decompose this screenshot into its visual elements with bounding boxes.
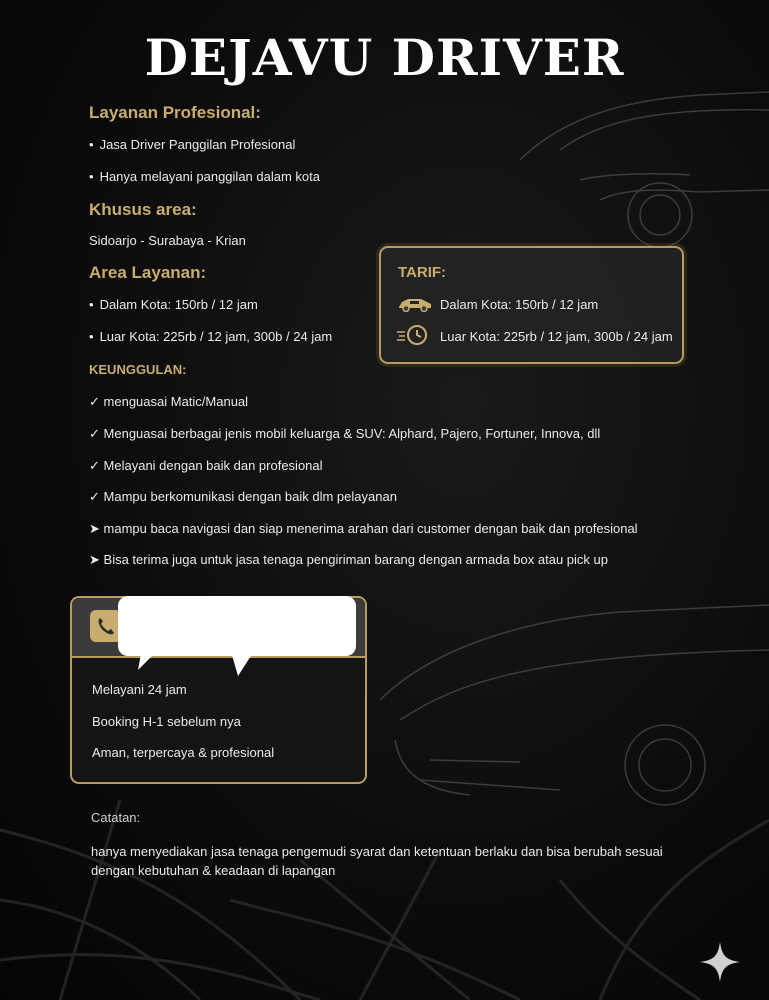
check-icon: ✓ xyxy=(89,426,100,441)
khusus-text: Sidoarjo - Surabaya - Krian xyxy=(89,233,246,248)
keunggulan-item: ✓ Mampu berkomunikasi dengan baik dlm pelayanan xyxy=(89,489,397,504)
keunggulan-item: ✓ Menguasai berbagai jenis mobil keluarga & SUV: Alphard, Pajero, Fortuner, Innova, dll xyxy=(89,426,601,441)
arrow-icon: ➤ xyxy=(89,521,100,536)
keunggulan-heading: KEUNGGULAN: xyxy=(89,362,187,377)
layanan-item: • Hanya melayani panggilan dalam kota xyxy=(89,169,320,184)
khusus-heading: Khusus area: xyxy=(89,200,197,219)
keunggulan-item: ➤ Bisa terima juga untuk jasa tenaga pengiriman barang dengan armada box atau pick up xyxy=(89,552,608,567)
redaction-overlay xyxy=(118,596,356,656)
catatan-label: Catatan: xyxy=(91,810,141,825)
tarif-row-dalam: Dalam Kota: 150rb / 12 jam xyxy=(440,297,599,312)
layanan-heading: Layanan Profesional: xyxy=(89,103,261,122)
tarif-heading: TARIF: xyxy=(398,264,447,281)
page-title: DEJAVU DRIVER xyxy=(144,28,625,87)
contact-item: Melayani 24 jam xyxy=(92,682,187,697)
clock-icon xyxy=(395,324,431,351)
area-item: • Luar Kota: 225rb / 12 jam, 300b / 24 jam xyxy=(89,329,332,344)
contact-item: Aman, terpercaya & profesional xyxy=(92,745,275,760)
check-icon: ✓ xyxy=(89,458,100,473)
layanan-item: • Jasa Driver Panggilan Profesional xyxy=(89,137,295,152)
tarif-row-luar: Luar Kota: 225rb / 12 jam, 300b / 24 jam xyxy=(440,329,673,344)
check-icon: ✓ xyxy=(89,489,100,504)
area-heading: Area Layanan: xyxy=(89,263,207,282)
keunggulan-item: ✓ Melayani dengan baik dan profesional xyxy=(89,458,323,473)
arrow-icon: ➤ xyxy=(89,552,100,567)
contact-item: Booking H-1 sebelum nya xyxy=(92,714,241,729)
sparkle-icon xyxy=(698,940,742,984)
tarif-box xyxy=(379,246,684,364)
redaction-tails xyxy=(130,648,270,678)
car-icon xyxy=(397,296,433,317)
catatan-text: hanya menyediakan jasa tenaga pengemudi syarat dan ketentuan berlaku dan bisa berubah sesuai dengan kebutuhan & keadaan di lapangan xyxy=(91,844,663,878)
area-item: • Dalam Kota: 150rb / 12 jam xyxy=(89,297,258,312)
keunggulan-item: ➤ mampu baca navigasi dan siap menerima arahan dari customer dengan baik dan profesional xyxy=(89,521,638,536)
check-icon: ✓ xyxy=(89,394,100,409)
keunggulan-item: ✓ menguasai Matic/Manual xyxy=(89,394,249,409)
